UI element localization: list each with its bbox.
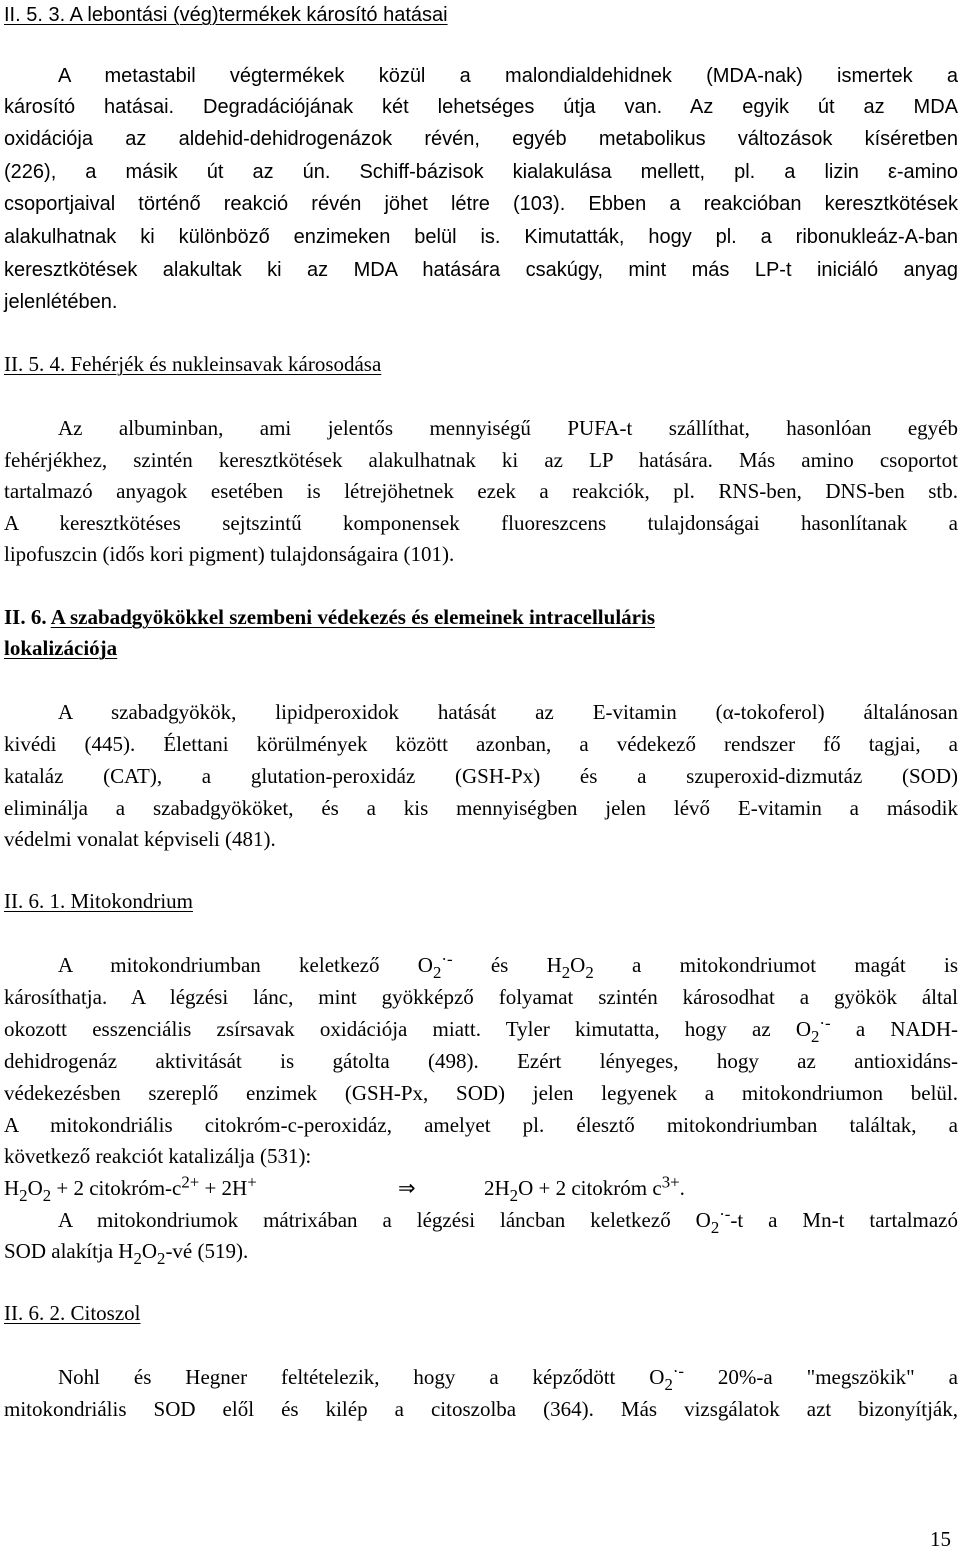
- text-run: -vé (519).: [165, 1239, 249, 1263]
- paragraph-line: (226), a másik út az ún. Schiff-bázisok kialakulása mellett, pl. a lizin ε-amino: [4, 161, 958, 183]
- subscript: 2: [585, 962, 594, 982]
- paragraph-line: A metastabil végtermékek közül a malondialdehidnek (MDA-nak) ismertek a: [58, 65, 958, 87]
- paragraph-line: csoportjaival történő reakció révén jöhet létre (103). Ebben a reakcióban keresztkötések: [4, 193, 958, 215]
- superscript: 2+: [181, 1172, 200, 1192]
- section-heading-ii-5-3: II. 5. 3. A lebontási (vég)termékek károsító hatásai: [4, 4, 448, 26]
- paragraph-line: tartalmazó anyagok esetében is létrejöhetnek ezek a reakciók, pl. RNS-ben, DNS-ben stb.: [4, 479, 958, 503]
- reaction-arrow-icon: ⇒: [398, 1176, 416, 1200]
- paragraph-line: kivédi (445). Élettani körülmények között azonban, a védekező rendszer fő tagjai, a: [4, 732, 958, 756]
- text-run: + 2 citokróm-c: [51, 1176, 182, 1200]
- text-run: -t a Mn-t tartalmazó: [730, 1208, 958, 1232]
- subscript: 2: [133, 1248, 142, 1268]
- text-run: .: [679, 1176, 685, 1200]
- paragraph-line: védekezésben szereplő enzimek (GSH-Px, SOD) jelen legyenek a mitokondriumon belül.: [4, 1081, 958, 1105]
- superscript: ·-: [719, 1204, 731, 1224]
- superscript: +: [247, 1172, 257, 1192]
- reaction-equation-lhs: [4, 1172, 257, 1205]
- section-heading-ii-6-2: II. 6. 2. Citoszol: [4, 1301, 141, 1325]
- section-heading-title-line2: lokalizációja: [4, 636, 118, 660]
- paragraph-line: következő reakciót katalizálja (531):: [4, 1144, 312, 1168]
- text-run: SOD alakítja H: [4, 1239, 134, 1263]
- paragraph-line: A keresztkötéses sejtszintű komponensek fluoreszcens tulajdonságai hasonlítanak a: [4, 511, 958, 535]
- paragraph-line: A szabadgyökök, lipidperoxidok hatását az E-vitamin (α-tokoferol) általánosan: [58, 700, 958, 724]
- subscript: 2: [710, 1217, 720, 1237]
- text-run: a NADH-: [830, 1017, 959, 1041]
- paragraph-line: károsító hatásai. Degradációjának két lehetséges útja van. Az egyik út az MDA: [4, 96, 958, 118]
- section-heading-ii-6-1: II. 6. 1. Mitokondrium: [4, 889, 193, 913]
- section-heading-ii-6: [4, 604, 655, 630]
- paragraph-line-formula: [4, 1238, 249, 1268]
- text-run: O + 2 citokróm c: [518, 1176, 662, 1200]
- paragraph-line: fehérjékhez, szintén keresztkötések alakulhatnak ki az LP hatására. Más amino csoportot: [4, 448, 958, 472]
- text-run: a mitokondriumot magát is: [593, 953, 958, 977]
- subscript: 2: [509, 1185, 519, 1205]
- superscript: ·-: [441, 949, 453, 969]
- text-run: okozott esszenciális zsírsavak oxidációja miatt. Tyler kimutatta, hogy az O: [4, 1017, 812, 1041]
- paragraph-line: károsíthatja. A légzési lánc, mint gyökképző folyamat szintén károsodhat a gyökök által: [4, 985, 958, 1009]
- text-run: O: [141, 1239, 158, 1263]
- paragraph-line: oxidációja az aldehid-dehidrogenázok révén, egyéb metabolikus változások kíséretben: [4, 128, 958, 150]
- paragraph-line-formula: [58, 1361, 958, 1394]
- text-run: A mitokondriumban keletkező O: [58, 953, 433, 977]
- paragraph-line: alakulhatnak ki különböző enzimeken belül is. Kimutatták, hogy pl. a ribonukleáz-A-ban: [4, 226, 958, 248]
- subscript: 2: [561, 962, 571, 982]
- paragraph-line: mitokondriális SOD elől és kilép a citoszolba (364). Más vizsgálatok azt bizonyítják,: [4, 1397, 958, 1421]
- paragraph-line: jelenlétében.: [4, 291, 118, 313]
- superscript: ·-: [819, 1013, 831, 1033]
- text-run: Nohl és Hegner feltételezik, hogy a képződött O: [58, 1365, 665, 1389]
- subscript: 2: [157, 1248, 166, 1268]
- subscript: 2: [42, 1185, 52, 1205]
- text-run: + 2H: [199, 1176, 248, 1200]
- page-number: 15: [930, 1527, 951, 1551]
- section-heading-number: II. 6.: [4, 605, 47, 629]
- text-run: O: [570, 953, 586, 977]
- paragraph-line: lipofuszcin (idős kori pigment) tulajdonságaira (101).: [4, 542, 455, 566]
- paragraph-line: védelmi vonalat képviseli (481).: [4, 827, 276, 851]
- text-run: H: [4, 1176, 20, 1200]
- subscript: 2: [432, 962, 442, 982]
- text-run: 2H: [484, 1176, 510, 1200]
- text-run: és H: [452, 953, 562, 977]
- paragraph-line-formula: [58, 949, 958, 982]
- superscript: 3+: [661, 1172, 680, 1192]
- paragraph-line: dehidrogenáz aktivitását is gátolta (498). Ezért lényeges, hogy az antioxidáns-: [4, 1049, 958, 1073]
- paragraph-line: Az albuminban, ami jelentős mennyiségű PUFA-t szállíthat, hasonlóan egyéb: [58, 416, 958, 440]
- text-run: 20%-a "megszökik" a: [684, 1365, 958, 1389]
- subscript: 2: [664, 1374, 673, 1394]
- subscript: 2: [19, 1185, 28, 1205]
- paragraph-line: A mitokondriális citokróm-c-peroxidáz, amelyet pl. élesztő mitokondriumban találtak, a: [4, 1113, 958, 1137]
- paragraph-line-formula: [4, 1013, 959, 1046]
- section-heading-ii-5-4: II. 5. 4. Fehérjék és nukleinsavak károsodása: [4, 352, 382, 376]
- paragraph-line: kataláz (CAT), a glutation-peroxidáz (GSH-Px) és a szuperoxid-dizmutáz (SOD): [4, 764, 958, 788]
- reaction-equation-rhs: [484, 1172, 685, 1205]
- text-run: O: [27, 1176, 43, 1200]
- paragraph-line: eliminálja a szabadgyököket, és a kis mennyiségben jelen lévő E-vitamin a második: [4, 796, 958, 820]
- superscript: ·-: [672, 1361, 685, 1381]
- subscript: 2: [811, 1026, 820, 1046]
- paragraph-line: keresztkötések alakultak ki az MDA hatására csakúgy, mint más LP-t iniciáló anyag: [4, 259, 958, 281]
- section-heading-title-line1: A szabadgyökökkel szembeni védekezés és elemeinek intracelluláris: [50, 605, 655, 629]
- text-run: A mitokondriumok mátrixában a légzési láncban keletkező O: [58, 1208, 711, 1232]
- paragraph-line-formula: [58, 1204, 958, 1237]
